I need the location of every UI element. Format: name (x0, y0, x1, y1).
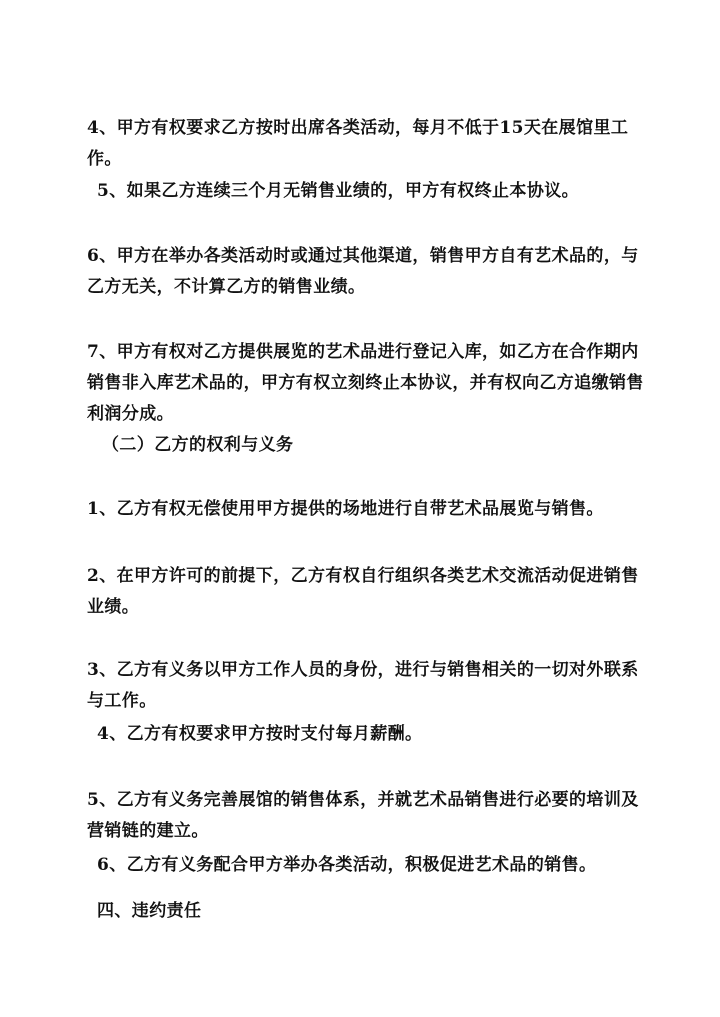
clause-party-b-1: 1、乙方有权无偿使用甲方提供的场地进行自带艺术品展览与销售。 (87, 499, 604, 519)
clause-party-b-2: 2、在甲方许可的前提下，乙方有权自行组织各类艺术交流活动促进销售业绩。 (87, 566, 639, 617)
clause-party-a-4: 4、甲方有权要求乙方按时出席各类活动，每月不低于15天在展馆里工作。 (87, 118, 629, 169)
clause-party-a-6: 6、甲方在举办各类活动时或通过其他渠道，销售甲方自有艺术品的，与乙方无关，不计算乙方的销售业绩。 (87, 246, 639, 297)
clause-party-b-5: 5、乙方有义务完善展馆的销售体系，并就艺术品销售进行必要的培训及营销链的建立。 (87, 790, 639, 841)
clause-party-b-6: 6、乙方有义务配合甲方举办各类活动，积极促进艺术品的销售。 (97, 855, 597, 875)
clause-party-b-4: 4、乙方有权要求甲方按时支付每月薪酬。 (97, 724, 423, 744)
clause-party-a-7: 7、甲方有权对乙方提供展览的艺术品进行登记入库，如乙方在合作期内销售非入库艺术品的，甲方有权立刻终止本协议，并有权向乙方追缴销售利润分成。 (87, 342, 644, 424)
clause-party-b-3: 3、乙方有义务以甲方工作人员的身份，进行与销售相关的一切对外联系与工作。 (87, 660, 639, 711)
section-heading-breach: 四、违约责任 (97, 901, 202, 921)
section-heading-party-b: （二）乙方的权利与义务 (102, 435, 294, 455)
clause-party-a-5: 5、如果乙方连续三个月无销售业绩的，甲方有权终止本协议。 (97, 181, 580, 201)
